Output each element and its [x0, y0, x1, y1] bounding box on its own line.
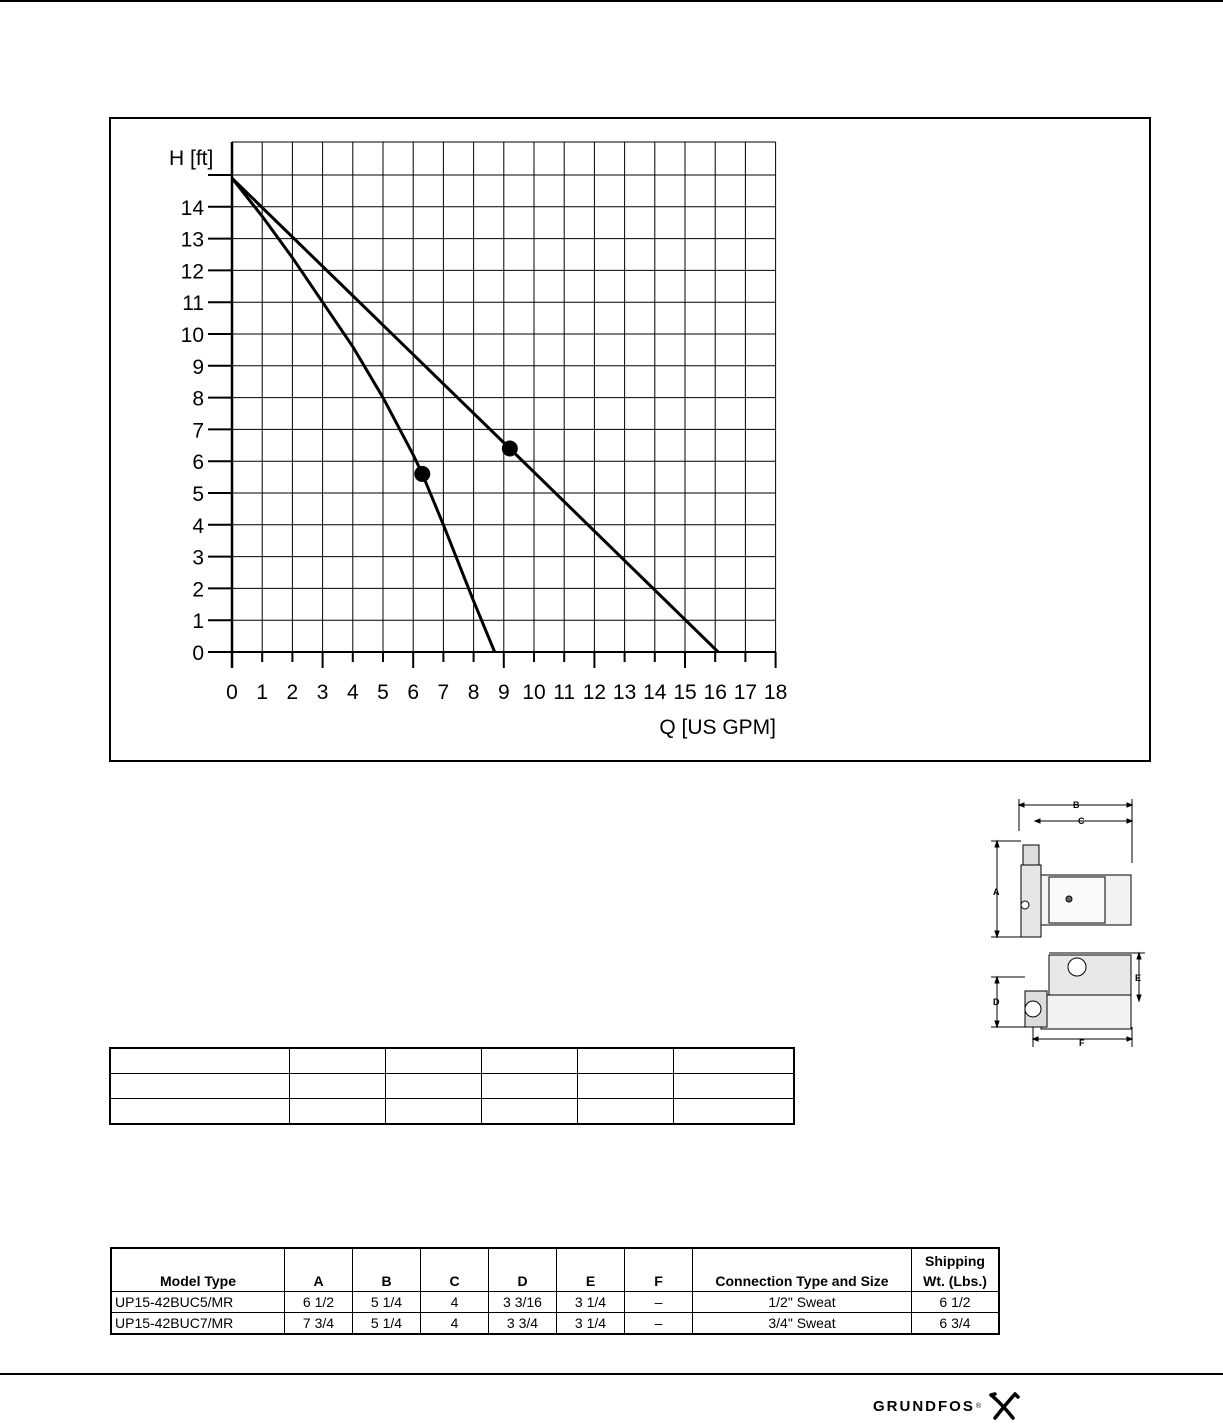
x-tick-label: 11: [553, 681, 576, 704]
y-tick-label: 10: [180, 324, 204, 347]
x-tick-label: 18: [763, 681, 788, 704]
cell-connection: 3/4" Sweat: [693, 1313, 912, 1335]
cell-c: 4: [421, 1313, 489, 1335]
col-d: D: [489, 1248, 557, 1292]
cell-b: 5 1/4: [353, 1292, 421, 1313]
chart-svg: [111, 119, 1153, 764]
cell-model: UP15-42BUC5/MR: [111, 1292, 285, 1313]
pump-side-view: [991, 799, 1132, 937]
cell-connection: 1/2" Sweat: [693, 1292, 912, 1313]
y-tick-label: 8: [192, 387, 204, 411]
series: [232, 178, 718, 652]
y-tick-label: 1: [192, 610, 204, 634]
x-tick-label: 15: [673, 681, 697, 704]
x-tick-label: 6: [407, 681, 420, 704]
x-tick-label: 16: [703, 681, 727, 704]
dim-label-b: B: [1073, 800, 1080, 810]
x-tick-label: 0: [226, 681, 238, 704]
x-axis-label: Q [US GPM]: [659, 716, 776, 739]
top-rule: [0, 0, 1223, 2]
series-marker-2: [502, 440, 518, 456]
pump-dimension-drawing: [985, 795, 1145, 1055]
cell-e: 3 1/4: [557, 1313, 625, 1335]
cell-c: 4: [421, 1292, 489, 1313]
cell-e: 3 1/4: [557, 1292, 625, 1313]
y-tick-label: 7: [192, 419, 204, 443]
x-tick-label: 13: [612, 681, 637, 704]
col-c: C: [421, 1248, 489, 1292]
col-a: A: [285, 1248, 353, 1292]
cell-f: –: [625, 1313, 693, 1335]
y-tick-label: 2: [192, 578, 204, 602]
x-tick-label: 2: [286, 681, 299, 704]
col-shipping-weight: Shipping Wt. (Lbs.): [912, 1248, 1000, 1292]
x-tick-label: 12: [582, 681, 607, 704]
cell-model: UP15-42BUC7/MR: [111, 1313, 285, 1335]
grundfos-x-icon: [987, 1391, 1021, 1421]
table-header-row: [111, 1248, 999, 1292]
dim-label-e: E: [1135, 973, 1142, 983]
grid: [232, 142, 776, 652]
empty-table: [109, 1047, 795, 1125]
bottom-rule: [0, 1373, 1223, 1375]
cell-a: 7 3/4: [285, 1313, 353, 1335]
x-tick-label: 8: [467, 681, 480, 704]
col-e: E: [557, 1248, 625, 1292]
dim-label-d: D: [993, 997, 1000, 1007]
y-tick-label: 6: [192, 451, 204, 475]
x-tick-label: 17: [733, 681, 758, 704]
cell-a: 6 1/2: [285, 1292, 353, 1313]
table-row: [110, 1099, 794, 1125]
col-connection: Connection Type and Size: [693, 1248, 912, 1292]
y-tick-label: 3: [192, 546, 204, 570]
x-tick-label: 3: [316, 681, 329, 704]
pump-curve-chart: [109, 117, 1151, 762]
table-row: [110, 1074, 794, 1099]
cell-d: 3 3/4: [489, 1313, 557, 1335]
y-tick-label: 0: [192, 642, 204, 665]
series-marker-1: [414, 466, 430, 482]
axes: [208, 142, 776, 668]
dim-label-f: F: [1079, 1038, 1085, 1048]
table-row: [111, 1292, 999, 1313]
grundfos-logo: [873, 1388, 1021, 1424]
y-axis-label: H [ft]: [169, 147, 214, 170]
pump-front-view: [991, 953, 1145, 1047]
y-tick-label: 14: [180, 196, 204, 220]
dimensions-table: [110, 1247, 1000, 1335]
table-row: [110, 1048, 794, 1074]
x-tick-label: 5: [377, 681, 389, 704]
y-tick-label: 4: [192, 514, 204, 538]
x-tick-label: 10: [522, 681, 546, 704]
y-tick-label: 9: [192, 355, 204, 379]
cell-shipping-weight: 6 1/2: [912, 1292, 1000, 1313]
col-model-type: Model Type: [111, 1248, 285, 1292]
y-tick-label: 12: [180, 260, 204, 284]
cell-f: –: [625, 1292, 693, 1313]
dim-label-a: A: [993, 887, 1000, 897]
brand-name: GRUNDFOS: [873, 1397, 975, 1415]
dim-label-c: C: [1078, 816, 1085, 826]
x-tick-label: 14: [643, 681, 667, 704]
y-tick-label: 13: [180, 228, 204, 252]
x-tick-label: 4: [346, 681, 359, 704]
x-tick-label: 9: [497, 681, 510, 704]
cell-shipping-weight: 6 3/4: [912, 1313, 1000, 1335]
x-tick-label: 1: [256, 681, 269, 704]
cell-b: 5 1/4: [353, 1313, 421, 1335]
x-tick-label: 7: [437, 681, 450, 704]
table-row: [111, 1313, 999, 1335]
y-tick-label: 11: [182, 292, 204, 316]
registered-mark: ®: [975, 1402, 982, 1410]
col-b: B: [353, 1248, 421, 1292]
y-tick-label: 5: [192, 483, 204, 506]
cell-d: 3 3/16: [489, 1292, 557, 1313]
series-line-2: [232, 178, 718, 652]
col-f: F: [625, 1248, 693, 1292]
series-line-1: [232, 178, 495, 652]
